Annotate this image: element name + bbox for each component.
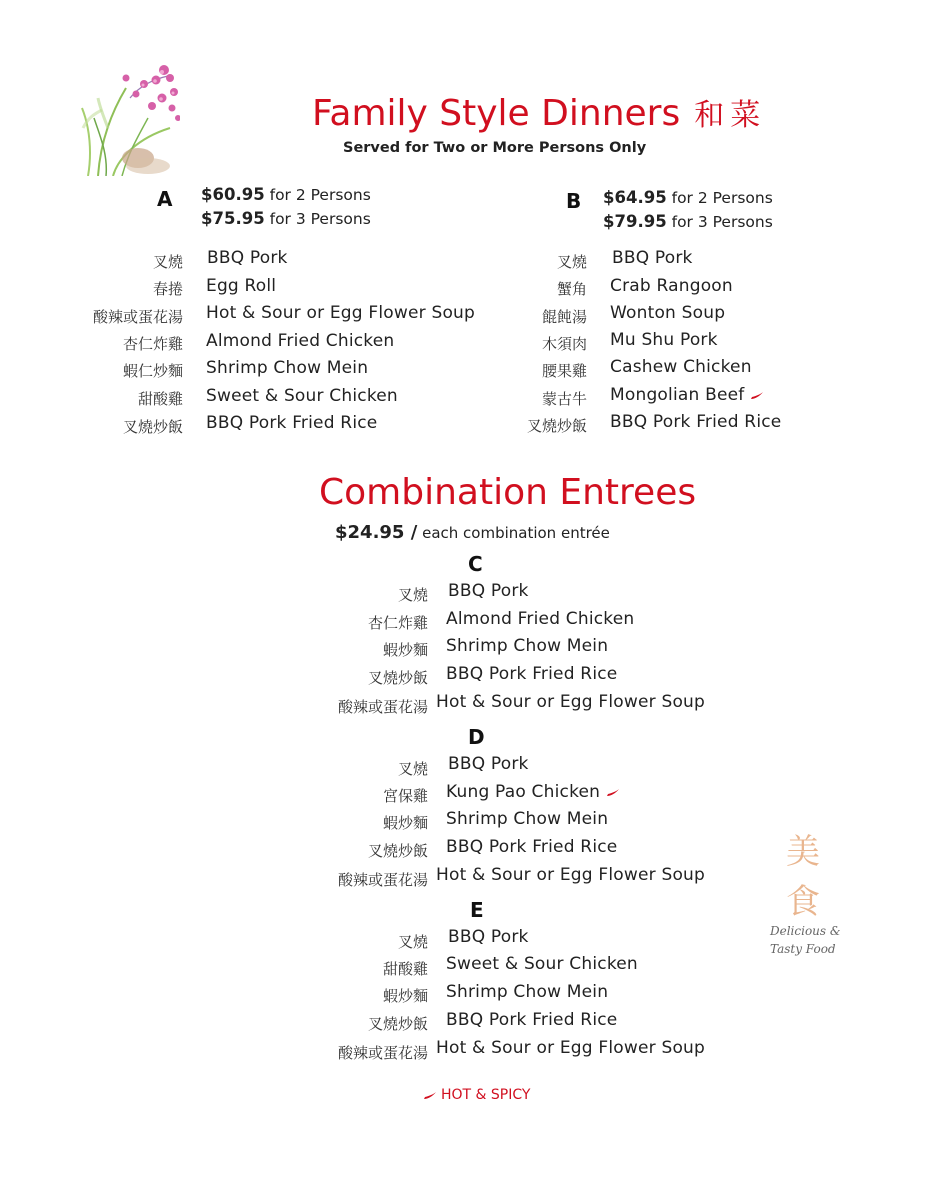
set-b-price-3-amount: $79.95 — [603, 212, 667, 231]
combination-price-text: each combination entrée — [422, 524, 610, 542]
set-a-item-en: Hot & Sour or Egg Flower Soup — [206, 303, 476, 323]
set-a-price-2-text: for 2 Persons — [269, 186, 371, 204]
set-a-item-cn: 酸辣或蛋花湯 — [92, 308, 183, 326]
combo-d-item-cn: 叉燒炒飯 — [367, 842, 428, 860]
set-a-item-en: BBQ Pork — [207, 248, 288, 268]
combo-d-item-en: BBQ Pork Fried Rice — [446, 837, 618, 857]
combination-entrees-title: Combination Entrees — [319, 472, 697, 513]
set-a-price-2 — [201, 185, 371, 204]
family-dinners-subtitle: Served for Two or More Persons Only — [343, 140, 647, 156]
combo-c-item-cn: 叉燒炒飯 — [367, 669, 428, 687]
combo-e-item-en: Hot & Sour or Egg Flower Soup — [436, 1038, 706, 1058]
set-b-item-cn: 叉燒炒飯 — [526, 417, 587, 435]
set-a-item-en: Almond Fried Chicken — [206, 331, 395, 351]
combo-c-item-en: BBQ Pork Fried Rice — [446, 664, 618, 684]
set-a-price-3-amount: $75.95 — [201, 209, 265, 228]
combo-d-item-cn: 蝦炒麵 — [382, 814, 428, 832]
orchid-illustration — [78, 58, 180, 176]
combo-d-item-cn: 叉燒 — [397, 760, 428, 778]
set-a-item-cn: 杏仁炸雞 — [122, 335, 183, 353]
hot-spicy-legend-text: HOT & SPICY — [441, 1087, 531, 1103]
chili-pepper-icon — [423, 1091, 437, 1100]
set-a-item-en: BBQ Pork Fried Rice — [206, 413, 378, 433]
decorative-caption-2: Tasty Food — [770, 942, 836, 956]
set-b-item-cn: 腰果雞 — [541, 362, 587, 380]
combo-c-item-en: Almond Fried Chicken — [446, 609, 635, 629]
combo-c-item-en: Shrimp Chow Mein — [446, 636, 609, 656]
set-b-price-3 — [603, 212, 773, 231]
chili-pepper-icon — [750, 391, 764, 400]
combo-d-item-en-text: Kung Pao Chicken — [446, 782, 601, 802]
set-a-item-cn: 春捲 — [152, 280, 183, 298]
combo-d-item-cn: 酸辣或蛋花湯 — [337, 871, 428, 889]
decorative-char-mei: 美 — [786, 832, 820, 872]
combo-d-item-en — [446, 782, 620, 802]
decorative-char-shi: 食 — [786, 882, 820, 922]
set-b-item-cn: 叉燒 — [556, 253, 587, 271]
family-dinners-title-en: Family Style Dinners — [312, 93, 681, 134]
combo-e-item-en: BBQ Pork Fried Rice — [446, 1010, 618, 1030]
combo-e-item-en: BBQ Pork — [448, 927, 529, 947]
combo-c-item-en: Hot & Sour or Egg Flower Soup — [436, 692, 706, 712]
set-b-item-en: BBQ Pork Fried Rice — [610, 412, 782, 432]
set-a-item-en: Egg Roll — [206, 276, 277, 296]
combo-d-item-en: BBQ Pork — [448, 754, 529, 774]
combo-e-item-cn: 蝦炒麵 — [382, 987, 428, 1005]
set-a-item-en: Sweet & Sour Chicken — [206, 386, 398, 406]
set-b-item-en: BBQ Pork — [612, 248, 693, 268]
combo-c-item-cn: 叉燒 — [397, 586, 428, 604]
set-b-price-2-amount: $64.95 — [603, 188, 667, 207]
combo-d-item-en: Shrimp Chow Mein — [446, 809, 609, 829]
set-b-item-cn: 木須肉 — [541, 335, 587, 353]
set-b-item-en-text: Mongolian Beef — [610, 385, 745, 405]
set-b-item-en: Crab Rangoon — [610, 276, 733, 296]
set-b-item-en: Cashew Chicken — [610, 357, 752, 377]
combo-d-item-cn: 宮保雞 — [382, 787, 428, 805]
combo-d-item-en: Hot & Sour or Egg Flower Soup — [436, 865, 706, 885]
combo-e-item-cn: 叉燒 — [397, 933, 428, 951]
set-a-item-en: Shrimp Chow Mein — [206, 358, 369, 378]
combo-e-item-en: Sweet & Sour Chicken — [446, 954, 638, 974]
chili-pepper-icon — [606, 788, 620, 797]
combo-c-item-en: BBQ Pork — [448, 581, 529, 601]
set-b-item-cn: 餛飩湯 — [541, 308, 587, 326]
set-b-price-2 — [603, 188, 773, 207]
set-b-item-cn: 蒙古牛 — [541, 390, 587, 408]
combination-price — [335, 522, 610, 543]
combination-price-amount: $24.95 / — [335, 522, 418, 543]
combo-d-letter: D — [468, 725, 485, 749]
combo-e-item-cn: 甜酸雞 — [382, 960, 428, 978]
set-a-item-cn: 叉燒 — [152, 253, 183, 271]
set-b-item-en — [610, 385, 764, 405]
set-b-item-en: Wonton Soup — [610, 303, 726, 323]
set-b-letter: B — [566, 189, 582, 213]
combo-e-item-cn: 叉燒炒飯 — [367, 1015, 428, 1033]
family-dinners-title-cn: 和菜 — [694, 98, 767, 133]
set-a-price-3-text: for 3 Persons — [269, 210, 371, 228]
combo-e-item-cn: 酸辣或蛋花湯 — [337, 1044, 428, 1062]
combo-e-letter: E — [470, 898, 484, 922]
set-a-letter: A — [157, 187, 173, 211]
set-b-price-2-text: for 2 Persons — [671, 189, 773, 207]
family-dinners-title — [312, 90, 766, 134]
combo-c-item-cn: 酸辣或蛋花湯 — [337, 698, 428, 716]
set-b-item-en: Mu Shu Pork — [610, 330, 718, 350]
set-a-item-cn: 甜酸雞 — [137, 390, 183, 408]
set-b-price-3-text: for 3 Persons — [671, 213, 773, 231]
combo-c-letter: C — [468, 552, 483, 576]
combo-c-item-cn: 蝦炒麵 — [382, 641, 428, 659]
set-a-item-cn: 叉燒炒飯 — [122, 418, 183, 436]
set-b-item-cn: 蟹角 — [556, 280, 587, 298]
set-a-price-3 — [201, 209, 371, 228]
set-a-item-cn: 蝦仁炒麵 — [122, 362, 183, 380]
decorative-caption-1: Delicious & — [770, 924, 841, 938]
hot-spicy-legend — [423, 1087, 530, 1103]
combo-e-item-en: Shrimp Chow Mein — [446, 982, 609, 1002]
set-a-price-2-amount: $60.95 — [201, 185, 265, 204]
combo-c-item-cn: 杏仁炸雞 — [367, 614, 428, 632]
